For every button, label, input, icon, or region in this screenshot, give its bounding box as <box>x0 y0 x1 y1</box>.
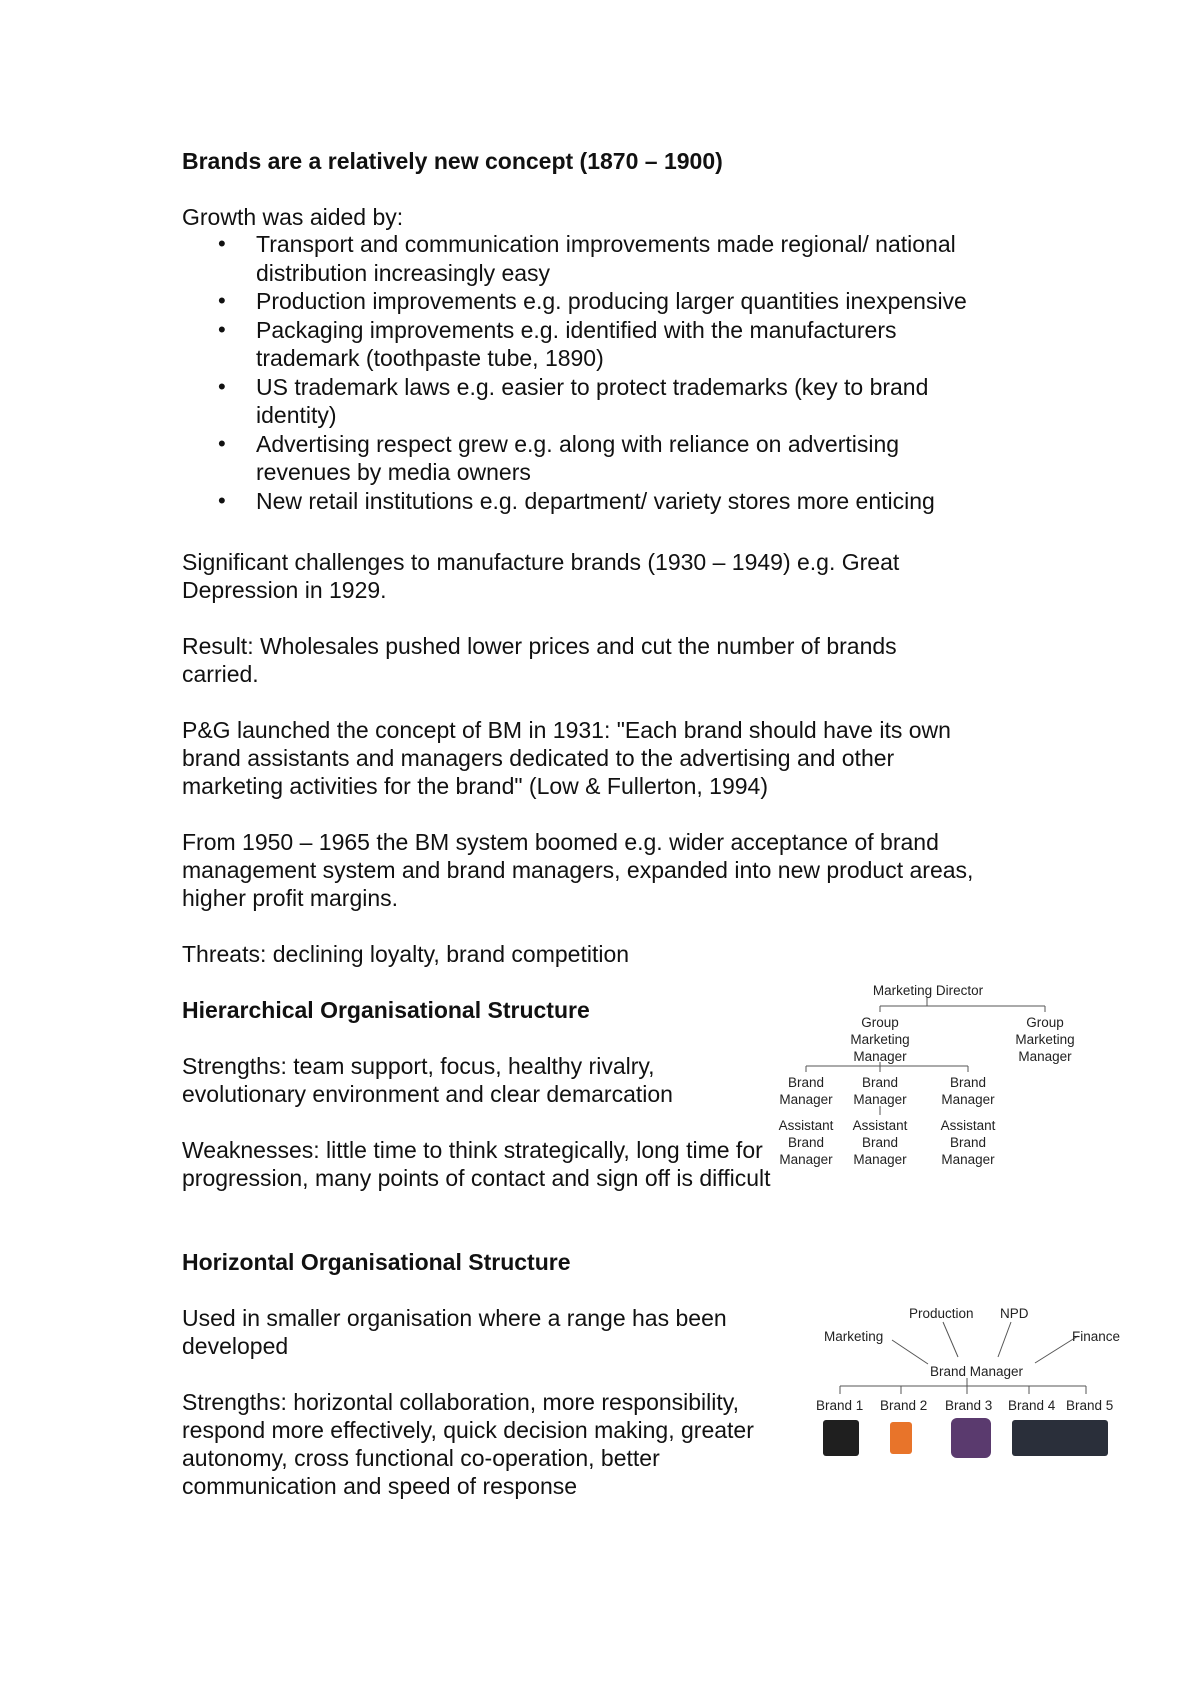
org-node-brand-2: Brand 2 <box>880 1398 928 1413</box>
org-node-brand-manager: Brand Manager <box>779 1075 833 1107</box>
list-item: • US trademark laws e.g. easier to protect trademarks (key to brand identity) <box>256 373 996 430</box>
paragraph-threats: Threats: declining loyalty, brand competition <box>182 941 630 967</box>
horizontal-strengths: Strengths: horizontal collaboration, more responsibility, respond more effectively, quick decision making, greater autonomy, cross functional co-operation, better communication and speed of response <box>182 1389 754 1499</box>
org-node-brand-4: Brand 4 <box>1008 1398 1056 1413</box>
growth-factors-list <box>182 230 1116 515</box>
growth-intro: Growth was aided by: <box>182 204 404 230</box>
org-node-group-marketing-manager: Group Marketing Manager <box>850 1015 910 1064</box>
brand-1-product-image <box>823 1420 859 1456</box>
org-node-assistant-brand-manager: Assistant Brand Manager <box>940 1118 996 1167</box>
hierarchical-weaknesses: Weaknesses: little time to think strategically, long time for progression, many points of contact and sign off is difficult <box>182 1137 771 1191</box>
horizontal-used: Used in smaller organisation where a range has been developed <box>182 1305 727 1359</box>
brand-3-product-image <box>951 1418 991 1458</box>
list-item: • Production improvements e.g. producing larger quantities inexpensive <box>256 287 1116 316</box>
org-node-assistant-brand-manager: Assistant Brand Manager <box>778 1118 834 1167</box>
paragraph-bm-boom: From 1950 – 1965 the BM system boomed e.g. wider acceptance of brand management system and brand managers, expanded into new product areas, higher profit margins. <box>182 829 974 911</box>
list-item: • Transport and communication improvements made regional/ national distribution increasingly easy <box>256 230 1016 287</box>
org-node-brand-5: Brand 5 <box>1066 1398 1114 1413</box>
paragraph-challenges: Significant challenges to manufacture brands (1930 – 1949) e.g. Great Depression in 1929. <box>182 549 900 603</box>
section-heading-brands-concept: Brands are a relatively new concept (1870 – 1900) <box>182 148 723 174</box>
org-node-brand-1: Brand 1 <box>816 1398 864 1413</box>
org-node-assistant-brand-manager: Assistant Brand Manager <box>852 1118 908 1167</box>
paragraph-result: Result: Wholesales pushed lower prices and cut the number of brands carried. <box>182 633 897 687</box>
section-heading-horizontal: Horizontal Organisational Structure <box>182 1249 571 1275</box>
org-node-brand-3: Brand 3 <box>945 1398 993 1413</box>
org-node-npd: NPD <box>1000 1306 1029 1321</box>
org-node-brand-manager: Brand Manager <box>941 1075 995 1107</box>
list-item: • Advertising respect grew e.g. along with reliance on advertising revenues by media owners <box>256 430 976 487</box>
org-node-group-marketing-manager: Group Marketing Manager <box>1015 1015 1075 1064</box>
horizontal-org-chart <box>810 1300 1140 1480</box>
list-item: • Packaging improvements e.g. identified with the manufacturers trademark (toothpaste tube, 1890) <box>256 316 976 373</box>
org-node-production: Production <box>909 1306 974 1321</box>
brand-4-5-product-image <box>1012 1420 1108 1456</box>
hierarchical-org-chart <box>778 982 1108 1192</box>
section-heading-hierarchical: Hierarchical Organisational Structure <box>182 997 590 1023</box>
org-node-finance: Finance <box>1072 1329 1121 1344</box>
org-node-brand-manager: Brand Manager <box>930 1364 1024 1379</box>
list-item: • New retail institutions e.g. department/ variety stores more enticing <box>256 487 1116 516</box>
org-node-marketing: Marketing <box>824 1329 884 1344</box>
hierarchical-strengths: Strengths: team support, focus, healthy rivalry, evolutionary environment and clear demarcation <box>182 1053 673 1107</box>
org-node-marketing-director: Marketing Director <box>872 983 984 998</box>
paragraph-pg-quote: P&G launched the concept of BM in 1931: "Each brand should have its own brand assistants and managers dedicated to the advertising and other marketing activities for the brand" (Low & Fullerton, 1994) <box>182 717 951 799</box>
org-node-brand-manager: Brand Manager <box>853 1075 907 1107</box>
brand-2-product-image <box>890 1422 912 1454</box>
